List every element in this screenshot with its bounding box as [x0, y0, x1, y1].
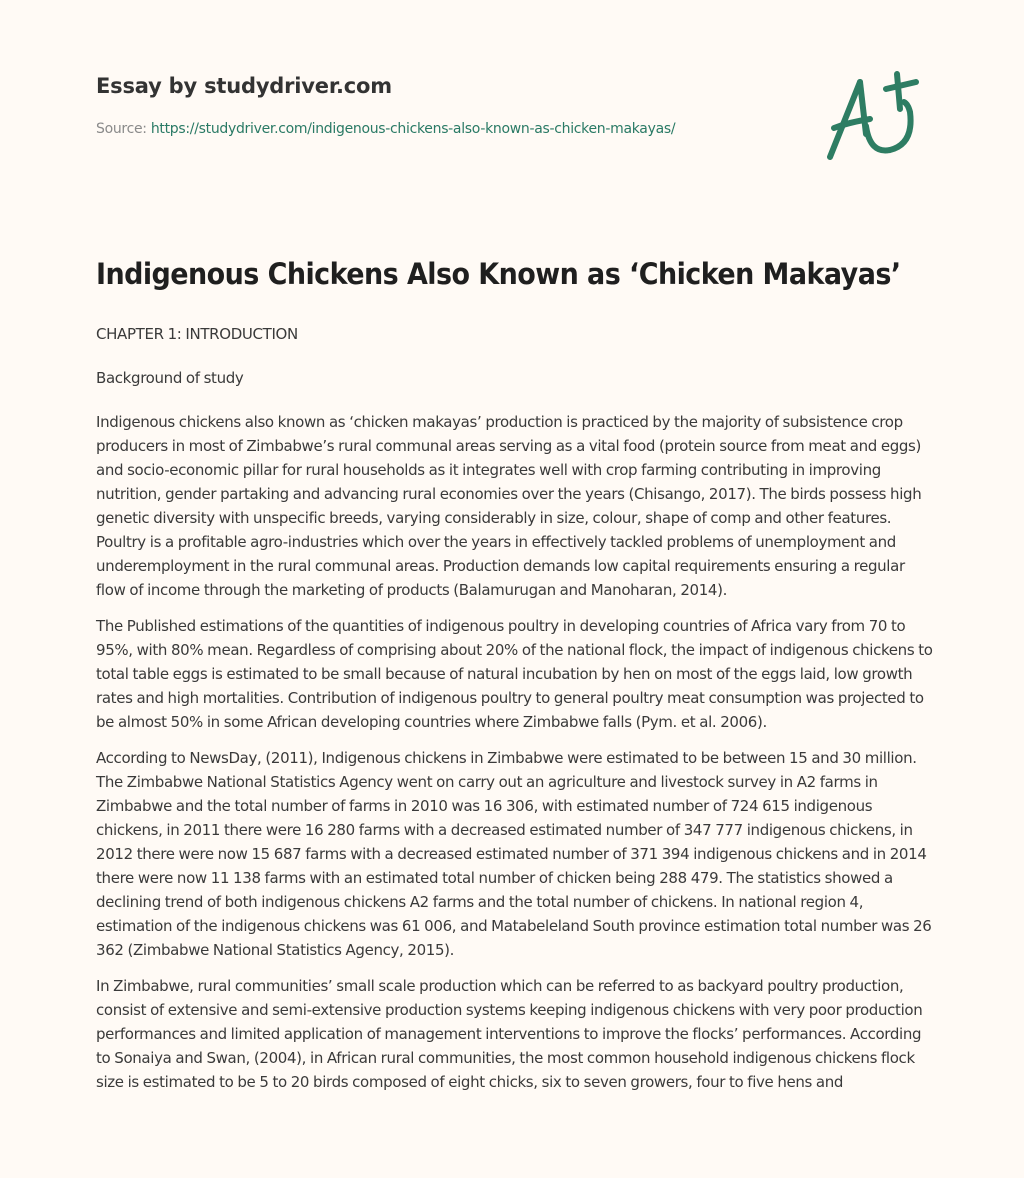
paragraph: According to NewsDay, (2011), Indigenous chickens in Zimbabwe were estimated to be between 15 and 30 million. The Zimbabwe National Statistics Agency went on carry out an agriculture and livestock survey in A2 farms in Zimbabwe and the total number of farms in 2010 was 16 306, with estimated number of 724 615 indigenous chickens, in 2011 there were 16 280 farms with a decreased estimated number of 347 777 indigenous chickens, in 2012 there were now 15 687 farms with a decreased estimated number of 371 394 indigenous chickens and in 2014 there were now 11 138 farms with an estimated total number of chicken being 288 479. The statistics showed a declining trend of both indigenous chickens A2 farms and the total number of chickens. In national region 4, estimation of the indigenous chickens was 61 006, and Matabeleland South province estimation total number was 26 362 (Zimbabwe National Statistics Agency, 2015). — [96, 749, 932, 959]
document-title — [96, 252, 938, 296]
chapter-heading: CHAPTER 1: INTRODUCTION — [96, 325, 298, 343]
a-plus-grade-icon — [820, 64, 930, 169]
paragraph: In Zimbabwe, rural communities’ small scale production which can be referred to as backyard poultry production, consist of extensive and semi-extensive production systems keeping indigenous chickens with very poor production performances and limited application of management interventions to improve the flocks’ performances. According to Sonaiya and Swan, (2004), in African rural communities, the most common household indigenous chickens flock size is estimated to be 5 to 20 birds composed of eight chicks, six to seven growers, four to five hens and — [96, 977, 923, 1091]
document-title-text: Indigenous Chickens Also Known as ‘Chicken Makayas’ — [96, 257, 901, 291]
site-title: Essay by studydriver.com — [96, 74, 392, 98]
section-heading: Background of study — [96, 369, 244, 387]
paragraph: The Published estimations of the quantities of indigenous poultry in developing countries of Africa vary from 70 to 95%, with 80% mean. Regardless of comprising about 20% of the national flock, the impact of indigenous chickens to total table eggs is estimated to be small because of natural incubation by hen on most of the eggs laid, low growth rates and high mortalities. Contribution of indigenous poultry to general poultry meat consumption was projected to be almost 50% in some African developing countries where Zimbabwe falls (Pym. et al. 2006). — [96, 617, 933, 731]
source-label: Source: — [96, 121, 151, 137]
document-body — [96, 252, 938, 1106]
page-header — [96, 74, 796, 137]
source-line — [96, 121, 796, 137]
paragraph: Indigenous chickens also known as ‘chicken makayas’ production is practiced by the majority of subsistence crop producers in most of Zimbabwe’s rural communal areas serving as a vital food (protein source from meat and eggs) and socio-economic pillar for rural households as it integrates well with crop farming contributing in improving nutrition, gender partaking and advancing rural economies over the years (Chisango, 2017). The birds possess high genetic diversity with unspecific breeds, varying considerably in size, colour, shape of comp and other features. Poultry is a profitable agro-industries which over the years in effectively tackled problems of unemployment and underemployment in the rural communal areas. Production demands low capital requirements ensuring a regular flow of income through the marketing of products (Balamurugan and Manoharan, 2014). — [96, 413, 922, 599]
source-link[interactable]: https://studydriver.com/indigenous-chickens-also-known-as-chicken-makayas/ — [150, 121, 676, 137]
